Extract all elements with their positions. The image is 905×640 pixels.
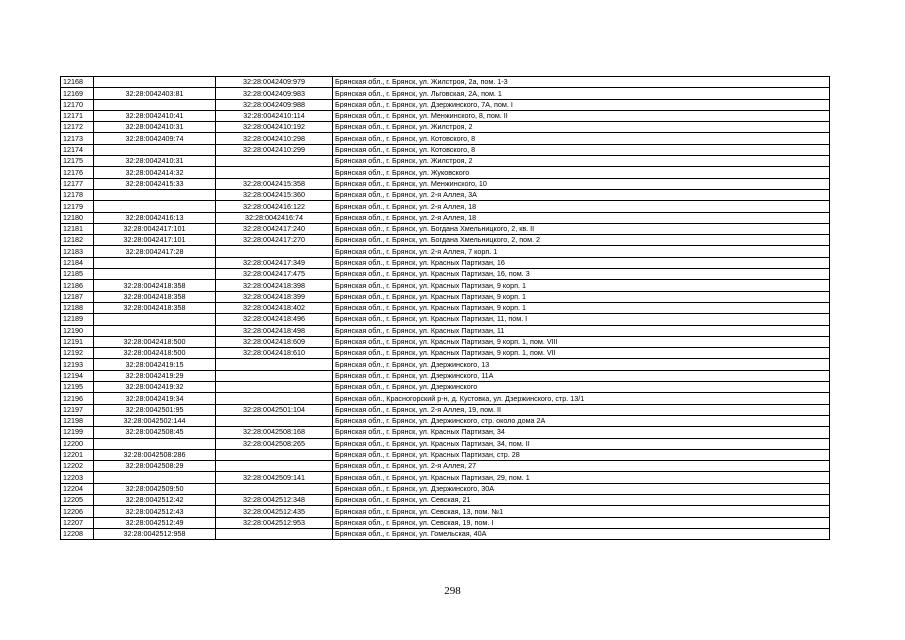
row-number-cell: 12206 bbox=[61, 506, 94, 517]
row-number-cell: 12196 bbox=[61, 393, 94, 404]
row-number-cell: 12177 bbox=[61, 178, 94, 189]
table-row bbox=[61, 291, 830, 302]
row-number-cell: 12184 bbox=[61, 257, 94, 268]
row-number-cell: 12175 bbox=[61, 156, 94, 167]
row-number-cell: 12185 bbox=[61, 269, 94, 280]
row-number-cell: 12202 bbox=[61, 461, 94, 472]
cadastral-number-cell bbox=[94, 269, 216, 280]
cadastral-number-cell bbox=[94, 77, 216, 88]
address-cell: Брянская обл., г. Брянск, ул. Красных Партизан, 34 bbox=[333, 427, 830, 438]
cadastral-number-cell: 32:28:0042417:28 bbox=[94, 246, 216, 257]
row-number-cell: 12170 bbox=[61, 99, 94, 110]
cadastral-table bbox=[60, 76, 830, 540]
table-row bbox=[61, 88, 830, 99]
address-cell: Брянская обл., Красногорский р-н, д. Кустовка, ул. Дзержинского, стр. 13/1 bbox=[333, 393, 830, 404]
table-row bbox=[61, 99, 830, 110]
address-cell: Брянская обл., г. Брянск, ул. Севская, 19, пом. I bbox=[333, 517, 830, 528]
object-cadastral-number-cell: 32:28:0042501:104 bbox=[216, 404, 333, 415]
table-row bbox=[61, 235, 830, 246]
row-number-cell: 12188 bbox=[61, 302, 94, 313]
object-cadastral-number-cell: 32:28:0042417:349 bbox=[216, 257, 333, 268]
cadastral-number-cell: 32:28:0042417:101 bbox=[94, 235, 216, 246]
object-cadastral-number-cell: 32:28:0042417:240 bbox=[216, 223, 333, 234]
object-cadastral-number-cell: 32:28:0042512:348 bbox=[216, 494, 333, 505]
object-cadastral-number-cell: 32:28:0042409:988 bbox=[216, 99, 333, 110]
table-row bbox=[61, 77, 830, 88]
row-number-cell: 12178 bbox=[61, 189, 94, 200]
table-row bbox=[61, 156, 830, 167]
cadastral-number-cell bbox=[94, 189, 216, 200]
object-cadastral-number-cell bbox=[216, 246, 333, 257]
cadastral-number-cell: 32:28:0042410:31 bbox=[94, 156, 216, 167]
object-cadastral-number-cell bbox=[216, 359, 333, 370]
cadastral-number-cell: 32:28:0042508:45 bbox=[94, 427, 216, 438]
row-number-cell: 12204 bbox=[61, 483, 94, 494]
table-row bbox=[61, 167, 830, 178]
address-cell: Брянская обл., г. Брянск, ул. Красных Партизан, 29, пом. 1 bbox=[333, 472, 830, 483]
cadastral-number-cell: 32:28:0042508:286 bbox=[94, 449, 216, 460]
table-row bbox=[61, 201, 830, 212]
row-number-cell: 12191 bbox=[61, 336, 94, 347]
row-number-cell: 12182 bbox=[61, 235, 94, 246]
object-cadastral-number-cell: 32:28:0042418:498 bbox=[216, 325, 333, 336]
address-cell: Брянская обл., г. Брянск, ул. Дзержинского, 13 bbox=[333, 359, 830, 370]
address-cell: Брянская обл., г. Брянск, ул. Менжинского, 10 bbox=[333, 178, 830, 189]
row-number-cell: 12171 bbox=[61, 110, 94, 121]
cadastral-number-cell: 32:28:0042419:32 bbox=[94, 382, 216, 393]
table-row bbox=[61, 370, 830, 381]
address-cell: Брянская обл., г. Брянск, ул. 2-я Аллея, 18 bbox=[333, 201, 830, 212]
table-row bbox=[61, 348, 830, 359]
cadastral-number-cell: 32:28:0042403:81 bbox=[94, 88, 216, 99]
address-cell: Брянская обл., г. Брянск, ул. Красных Партизан, 9 корп. 1 bbox=[333, 302, 830, 313]
row-number-cell: 12197 bbox=[61, 404, 94, 415]
object-cadastral-number-cell bbox=[216, 483, 333, 494]
row-number-cell: 12180 bbox=[61, 212, 94, 223]
object-cadastral-number-cell: 32:28:0042418:398 bbox=[216, 280, 333, 291]
address-cell: Брянская обл., г. Брянск, ул. Красных Партизан, 9 корп. 1, пом. VII bbox=[333, 348, 830, 359]
address-cell: Брянская обл., г. Брянск, ул. Севская, 21 bbox=[333, 494, 830, 505]
row-number-cell: 12179 bbox=[61, 201, 94, 212]
cadastral-number-cell: 32:28:0042512:49 bbox=[94, 517, 216, 528]
address-cell: Брянская обл., г. Брянск, ул. Котовского, 8 bbox=[333, 144, 830, 155]
cadastral-number-cell: 32:28:0042418:500 bbox=[94, 348, 216, 359]
cadastral-number-cell: 32:28:0042415:33 bbox=[94, 178, 216, 189]
table-row bbox=[61, 144, 830, 155]
cadastral-number-cell: 32:28:0042417:101 bbox=[94, 223, 216, 234]
table-row bbox=[61, 314, 830, 325]
cadastral-number-cell: 32:28:0042419:15 bbox=[94, 359, 216, 370]
address-cell: Брянская обл., г. Брянск, ул. Жуковского bbox=[333, 167, 830, 178]
row-number-cell: 12205 bbox=[61, 494, 94, 505]
address-cell: Брянская обл., г. Брянск, ул. Жилстроя, 2 bbox=[333, 156, 830, 167]
address-cell: Брянская обл., г. Брянск, ул. Жилстроя, 2 bbox=[333, 122, 830, 133]
row-number-cell: 12190 bbox=[61, 325, 94, 336]
cadastral-number-cell: 32:28:0042508:29 bbox=[94, 461, 216, 472]
object-cadastral-number-cell: 32:28:0042410:114 bbox=[216, 110, 333, 121]
object-cadastral-number-cell: 32:28:0042410:299 bbox=[216, 144, 333, 155]
row-number-cell: 12195 bbox=[61, 382, 94, 393]
cadastral-number-cell bbox=[94, 472, 216, 483]
object-cadastral-number-cell: 32:28:0042417:475 bbox=[216, 269, 333, 280]
row-number-cell: 12173 bbox=[61, 133, 94, 144]
table-row bbox=[61, 133, 830, 144]
table-row bbox=[61, 280, 830, 291]
cadastral-number-cell bbox=[94, 99, 216, 110]
table-row bbox=[61, 404, 830, 415]
object-cadastral-number-cell bbox=[216, 393, 333, 404]
cadastral-number-cell: 32:28:0042416:13 bbox=[94, 212, 216, 223]
address-cell: Брянская обл., г. Брянск, ул. Жилстроя, 2а, пом. 1-3 bbox=[333, 77, 830, 88]
object-cadastral-number-cell: 32:28:0042416:122 bbox=[216, 201, 333, 212]
address-cell: Брянская обл., г. Брянск, ул. Богдана Хмельницкого, 2, пом. 2 bbox=[333, 235, 830, 246]
address-cell: Брянская обл., г. Брянск, ул. 2-я Аллея, 3А bbox=[333, 189, 830, 200]
cadastral-number-cell bbox=[94, 201, 216, 212]
object-cadastral-number-cell bbox=[216, 370, 333, 381]
table-row bbox=[61, 438, 830, 449]
table-row bbox=[61, 189, 830, 200]
cadastral-number-cell: 32:28:0042418:358 bbox=[94, 280, 216, 291]
address-cell: Брянская обл., г. Брянск, ул. 2-я Аллея, 18 bbox=[333, 212, 830, 223]
object-cadastral-number-cell bbox=[216, 461, 333, 472]
row-number-cell: 12176 bbox=[61, 167, 94, 178]
object-cadastral-number-cell: 32:28:0042418:399 bbox=[216, 291, 333, 302]
object-cadastral-number-cell: 32:28:0042409:979 bbox=[216, 77, 333, 88]
row-number-cell: 12174 bbox=[61, 144, 94, 155]
table-row bbox=[61, 110, 830, 121]
row-number-cell: 12207 bbox=[61, 517, 94, 528]
table-row bbox=[61, 427, 830, 438]
cadastral-number-cell: 32:28:0042512:42 bbox=[94, 494, 216, 505]
table-row bbox=[61, 269, 830, 280]
address-cell: Брянская обл., г. Брянск, ул. Красных Партизан, 11, пом. I bbox=[333, 314, 830, 325]
object-cadastral-number-cell: 32:28:0042508:265 bbox=[216, 438, 333, 449]
row-number-cell: 12169 bbox=[61, 88, 94, 99]
object-cadastral-number-cell: 32:28:0042415:360 bbox=[216, 189, 333, 200]
object-cadastral-number-cell: 32:28:0042512:435 bbox=[216, 506, 333, 517]
object-cadastral-number-cell: 32:28:0042418:402 bbox=[216, 302, 333, 313]
table-row bbox=[61, 449, 830, 460]
address-cell: Брянская обл., г. Брянск, ул. Красных Партизан, 16 bbox=[333, 257, 830, 268]
address-cell: Брянская обл., г. Брянск, ул. Красных Партизан, 11 bbox=[333, 325, 830, 336]
object-cadastral-number-cell bbox=[216, 382, 333, 393]
table-row bbox=[61, 483, 830, 494]
object-cadastral-number-cell bbox=[216, 528, 333, 539]
page-number: 298 bbox=[444, 585, 461, 597]
table-row bbox=[61, 246, 830, 257]
object-cadastral-number-cell: 32:28:0042417:270 bbox=[216, 235, 333, 246]
address-cell: Брянская обл., г. Брянск, ул. Красных Партизан, стр. 28 bbox=[333, 449, 830, 460]
table-row bbox=[61, 517, 830, 528]
cadastral-number-cell: 32:28:0042418:358 bbox=[94, 291, 216, 302]
row-number-cell: 12208 bbox=[61, 528, 94, 539]
row-number-cell: 12198 bbox=[61, 415, 94, 426]
cadastral-number-cell bbox=[94, 325, 216, 336]
address-cell: Брянская обл., г. Брянск, ул. Менжинского, 8, пом. II bbox=[333, 110, 830, 121]
cadastral-number-cell: 32:28:0042509:50 bbox=[94, 483, 216, 494]
object-cadastral-number-cell: 32:28:0042508:168 bbox=[216, 427, 333, 438]
cadastral-number-cell: 32:28:0042409:74 bbox=[94, 133, 216, 144]
row-number-cell: 12187 bbox=[61, 291, 94, 302]
address-cell: Брянская обл., г. Брянск, ул. Красных Партизан, 9 корп. 1 bbox=[333, 291, 830, 302]
object-cadastral-number-cell bbox=[216, 449, 333, 460]
address-cell: Брянская обл., г. Брянск, ул. Красных Партизан, 9 корп. 1, пом. VIII bbox=[333, 336, 830, 347]
address-cell: Брянская обл., г. Брянск, ул. 2-я Аллея, 19, пом. II bbox=[333, 404, 830, 415]
row-number-cell: 12193 bbox=[61, 359, 94, 370]
cadastral-number-cell: 32:28:0042410:41 bbox=[94, 110, 216, 121]
table-row bbox=[61, 257, 830, 268]
address-cell: Брянская обл., г. Брянск, ул. 2-я Аллея, 7 корп. 1 bbox=[333, 246, 830, 257]
address-cell: Брянская обл., г. Брянск, ул. Дзержинского, стр. около дома 2А bbox=[333, 415, 830, 426]
row-number-cell: 12201 bbox=[61, 449, 94, 460]
cadastral-number-cell: 32:28:0042512:43 bbox=[94, 506, 216, 517]
address-cell: Брянская обл., г. Брянск, ул. Дзержинского, 11А bbox=[333, 370, 830, 381]
table-row bbox=[61, 393, 830, 404]
object-cadastral-number-cell bbox=[216, 167, 333, 178]
object-cadastral-number-cell: 32:28:0042410:298 bbox=[216, 133, 333, 144]
cadastral-number-cell: 32:28:0042414:32 bbox=[94, 167, 216, 178]
row-number-cell: 12194 bbox=[61, 370, 94, 381]
row-number-cell: 12192 bbox=[61, 348, 94, 359]
address-cell: Брянская обл., г. Брянск, ул. Дзержинского, 30А bbox=[333, 483, 830, 494]
object-cadastral-number-cell bbox=[216, 415, 333, 426]
cadastral-number-cell bbox=[94, 314, 216, 325]
address-cell: Брянская обл., г. Брянск, ул. Богдана Хмельницкого, 2, кв. II bbox=[333, 223, 830, 234]
object-cadastral-number-cell: 32:28:0042418:496 bbox=[216, 314, 333, 325]
object-cadastral-number-cell: 32:28:0042509:141 bbox=[216, 472, 333, 483]
address-cell: Брянская обл., г. Брянск, ул. Гомельская, 40А bbox=[333, 528, 830, 539]
object-cadastral-number-cell: 32:28:0042512:953 bbox=[216, 517, 333, 528]
row-number-cell: 12199 bbox=[61, 427, 94, 438]
address-cell: Брянская обл., г. Брянск, ул. Льговская, 2А, пом. 1 bbox=[333, 88, 830, 99]
row-number-cell: 12186 bbox=[61, 280, 94, 291]
object-cadastral-number-cell bbox=[216, 156, 333, 167]
table-row bbox=[61, 506, 830, 517]
cadastral-number-cell bbox=[94, 257, 216, 268]
address-cell: Брянская обл., г. Брянск, ул. Котовского, 8 bbox=[333, 133, 830, 144]
cadastral-number-cell: 32:28:0042502:144 bbox=[94, 415, 216, 426]
cadastral-number-cell: 32:28:0042512:958 bbox=[94, 528, 216, 539]
table-row bbox=[61, 336, 830, 347]
address-cell: Брянская обл., г. Брянск, ул. Красных Партизан, 9 корп. 1 bbox=[333, 280, 830, 291]
object-cadastral-number-cell: 32:28:0042416:74 bbox=[216, 212, 333, 223]
address-cell: Брянская обл., г. Брянск, ул. Красных Партизан, 16, пом. 3 bbox=[333, 269, 830, 280]
table-row bbox=[61, 223, 830, 234]
cadastral-number-cell: 32:28:0042419:29 bbox=[94, 370, 216, 381]
row-number-cell: 12200 bbox=[61, 438, 94, 449]
table-row bbox=[61, 472, 830, 483]
table-body bbox=[61, 77, 830, 540]
cadastral-number-cell bbox=[94, 438, 216, 449]
address-cell: Брянская обл., г. Брянск, ул. Дзержинского, 7А, пом. I bbox=[333, 99, 830, 110]
table-row bbox=[61, 122, 830, 133]
cadastral-number-cell: 32:28:0042501:95 bbox=[94, 404, 216, 415]
table-row bbox=[61, 461, 830, 472]
cadastral-number-cell: 32:28:0042418:500 bbox=[94, 336, 216, 347]
address-cell: Брянская обл., г. Брянск, ул. Севская, 13, пом. №1 bbox=[333, 506, 830, 517]
object-cadastral-number-cell: 32:28:0042410:192 bbox=[216, 122, 333, 133]
object-cadastral-number-cell: 32:28:0042418:610 bbox=[216, 348, 333, 359]
table-row bbox=[61, 415, 830, 426]
row-number-cell: 12203 bbox=[61, 472, 94, 483]
row-number-cell: 12189 bbox=[61, 314, 94, 325]
table-row bbox=[61, 382, 830, 393]
address-cell: Брянская обл., г. Брянск, ул. 2-я Аллея, 27 bbox=[333, 461, 830, 472]
table-row bbox=[61, 359, 830, 370]
address-cell: Брянская обл., г. Брянск, ул. Красных Партизан, 34, пом. II bbox=[333, 438, 830, 449]
table-row bbox=[61, 325, 830, 336]
cadastral-number-cell: 32:28:0042418:358 bbox=[94, 302, 216, 313]
object-cadastral-number-cell: 32:28:0042418:609 bbox=[216, 336, 333, 347]
table-row bbox=[61, 302, 830, 313]
cadastral-number-cell: 32:28:0042410:31 bbox=[94, 122, 216, 133]
cadastral-number-cell: 32:28:0042419:34 bbox=[94, 393, 216, 404]
object-cadastral-number-cell: 32:28:0042415:358 bbox=[216, 178, 333, 189]
address-cell: Брянская обл., г. Брянск, ул. Дзержинского bbox=[333, 382, 830, 393]
table-row bbox=[61, 178, 830, 189]
cadastral-number-cell bbox=[94, 144, 216, 155]
row-number-cell: 12168 bbox=[61, 77, 94, 88]
row-number-cell: 12183 bbox=[61, 246, 94, 257]
row-number-cell: 12181 bbox=[61, 223, 94, 234]
table-row bbox=[61, 494, 830, 505]
object-cadastral-number-cell: 32:28:0042409:983 bbox=[216, 88, 333, 99]
table-row bbox=[61, 528, 830, 539]
row-number-cell: 12172 bbox=[61, 122, 94, 133]
table-row bbox=[61, 212, 830, 223]
